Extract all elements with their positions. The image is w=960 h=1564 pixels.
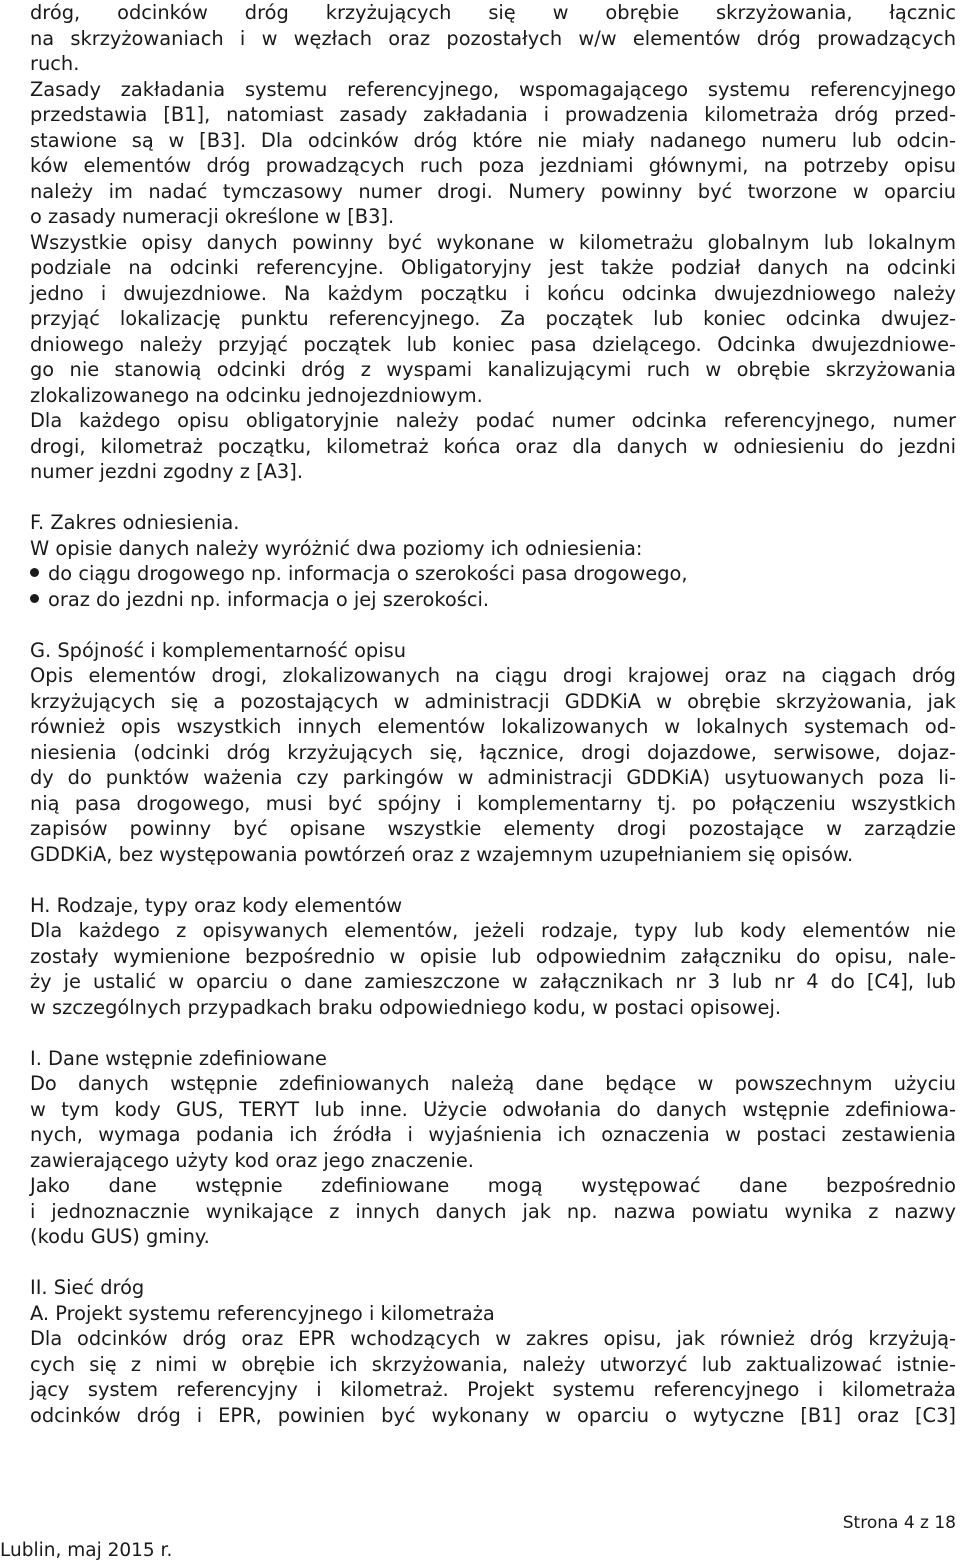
text-line: Wszystkie opisy danych powinny być wykonane w kilometrażu globalnym lub lokalnym <box>30 230 956 254</box>
body-paragraph <box>30 0 956 485</box>
text-line: cych się z nimi w obrębie ich skrzyżowania, należy utworzyć lub zaktualizować istnie- <box>30 1352 956 1376</box>
subsection-heading: A. Projekt systemu referencyjnego i kilometraża <box>30 1301 495 1325</box>
text-line: drogi, kilometraż początku, kilometraż końca oraz dla danych w odniesieniu do jezdni <box>30 434 956 458</box>
section-g <box>30 638 956 868</box>
text-line: go nie stanowią odcinki dróg z wyspami kanalizującymi ruch w obrębie skrzyżowania <box>30 358 956 381</box>
text-line: odcinków dróg i EPR, powinien być wykonany w oparciu o wytyczne [B1] oraz [C3] <box>30 1403 956 1427</box>
text-line: Dla każdego z opisywanych elementów, jeżeli rodzaje, typy lub kody elementów nie <box>30 919 956 942</box>
footer-place-date: Lublin, maj 2015 r. <box>0 1540 173 1561</box>
text-line: przyjąć lokalizację punktu referencyjnego. Za początek lub koniec odcinka dwujez- <box>30 307 956 330</box>
text-line: zostały wymienione bezpośrednio w opisie lub odpowiednim załączniku do opisu, nale- <box>30 944 956 968</box>
text-line: Zasady zakładania systemu referencyjnego, wspomagającego systemu referencyjnego <box>30 77 956 101</box>
text-line: ży je ustalić w oparciu o dane zamieszczone w załącznikach nr 3 lub nr 4 do [C4], lub <box>30 970 956 993</box>
text-line: (kodu GUS) gminy. <box>30 1225 210 1248</box>
text-line: niesienia (odcinki dróg krzyżujących się, łącznice, drogi dojazdowe, serwisowe, dojaz- <box>30 740 956 764</box>
text-line: Dla odcinków dróg oraz EPR wchodzących w zakres opisu, jak również dróg krzyżują- <box>30 1327 956 1350</box>
bullet-text: do ciągu drogowego np. informacja o szerokości pasa drogowego, <box>48 562 688 585</box>
text-line: ków elementów dróg prowadzących ruch poza jezdniami głównymi, na potrzeby opisu <box>30 154 956 177</box>
text-line: o zasady numeracji określone w [B3]. <box>30 205 395 228</box>
text-line: ruch. <box>30 52 80 75</box>
text-line: należy im nadać tymczasowy numer drogi. Numery powinny być tworzone w oparciu <box>30 179 956 203</box>
text-line: jedno i dwujezdniowe. Na każdym początku i końcu odcinka dwujezdniowego należy <box>30 281 956 305</box>
section-heading: H. Rodzaje, typy oraz kody elementów <box>30 893 403 917</box>
text-line: przedstawia [B1], natomiast zasady zakładania i prowadzenia kilometraża dróg przed- <box>30 103 956 126</box>
section-f <box>30 510 956 612</box>
section-heading: G. Spójność i komplementarność opisu <box>30 638 407 662</box>
bullet-icon <box>30 568 39 577</box>
text-line: dróg, odcinków dróg krzyżujących się w obrębie skrzyżowania, łącznic <box>30 1 956 24</box>
text-line: Dla każdego opisu obligatoryjnie należy podać numer odcinka referencyjnego, numer <box>30 409 956 432</box>
text-line: na skrzyżowaniach i w węzłach oraz pozostałych w/w elementów dróg prowadzących <box>30 26 956 50</box>
text-line: stawione są w [B3]. Dla odcinków dróg które nie miały nadanego numeru lub odcin- <box>30 128 956 152</box>
document-page <box>30 0 956 1428</box>
text-line: GDDKiA, bez występowania powtórzeń oraz z wzajemnym uzupełnianiem się opisów. <box>30 842 854 866</box>
text-line: w tym kody GUS, TERYT lub inne. Użycie odwołania do danych wstępnie zdefiniowa- <box>30 1097 956 1121</box>
text-line: nią pasa drogowego, musi być spójny i komplementarny tj. po połączeniu wszystkich <box>30 791 956 815</box>
text-line: zapisów powinny być opisane wszystkie elementy drogi pozostające w zarządzie <box>30 817 956 840</box>
bullet-icon <box>30 594 39 603</box>
section-heading: F. Zakres odniesienia. <box>30 511 240 534</box>
text-line: W opisie danych należy wyróżnić dwa poziomy ich odniesienia: <box>30 536 643 560</box>
text-line: zlokalizowanego na odcinku jednojezdniowym. <box>30 383 483 407</box>
text-line: dniowego należy przyjąć początek lub koniec pasa dzielącego. Odcinka dwujezdniowe- <box>30 332 956 356</box>
section-h <box>30 893 956 1021</box>
text-line: Jako dane wstępnie zdefiniowane mogą występować dane bezpośrednio <box>30 1174 956 1197</box>
section-heading: I. Dane wstępnie zdefiniowane <box>30 1046 327 1070</box>
bullet-item <box>30 587 956 613</box>
section-i <box>30 1046 956 1250</box>
text-line: w szczególnych przypadkach braku odpowiedniego kodu, w postaci opisowej. <box>30 995 782 1019</box>
page-number: Strona 4 z 18 <box>842 1513 956 1533</box>
text-line: dy do punktów ważenia czy parkingów w administracji GDDKiA) usytuowanych poza li- <box>30 766 956 789</box>
text-line: zawierającego użyty kod oraz jego znaczenie. <box>30 1148 474 1172</box>
text-line: numer jezdni zgodny z [A3]. <box>30 460 304 483</box>
section-heading: II. Sieć dróg <box>30 1276 145 1299</box>
bullet-item <box>30 561 956 587</box>
text-line: i jednoznacznie wynikające z innych danych jak np. nazwa powiatu wynika z nazwy <box>30 1199 956 1223</box>
bullet-text: oraz do jezdni np. informacja o jej szerokości. <box>48 587 490 611</box>
text-line: jący system referencyjny i kilometraż. Projekt systemu referencyjnego i kilometraża <box>30 1378 956 1401</box>
section-ii <box>30 1275 956 1428</box>
text-line: krzyżujących się a pozostających w administracji GDDKiA w obrębie skrzyżowania, jak <box>30 689 956 713</box>
text-line: nych, wymaga podania ich źródła i wyjaśnienia ich oznaczenia w postaci zestawienia <box>30 1123 956 1146</box>
text-line: Do danych wstępnie zdefiniowanych należą dane będące w powszechnym użyciu <box>30 1072 956 1095</box>
text-line: również opis wszystkich innych elementów lokalizowanych w lokalnych systemach od- <box>30 715 956 738</box>
text-line: podziale na odcinki referencyjne. Obligatoryjny jest także podział danych na odcinki <box>30 256 956 279</box>
text-line: Opis elementów drogi, zlokalizowanych na ciągu drogi krajowej oraz na ciągach dróg <box>30 664 956 687</box>
